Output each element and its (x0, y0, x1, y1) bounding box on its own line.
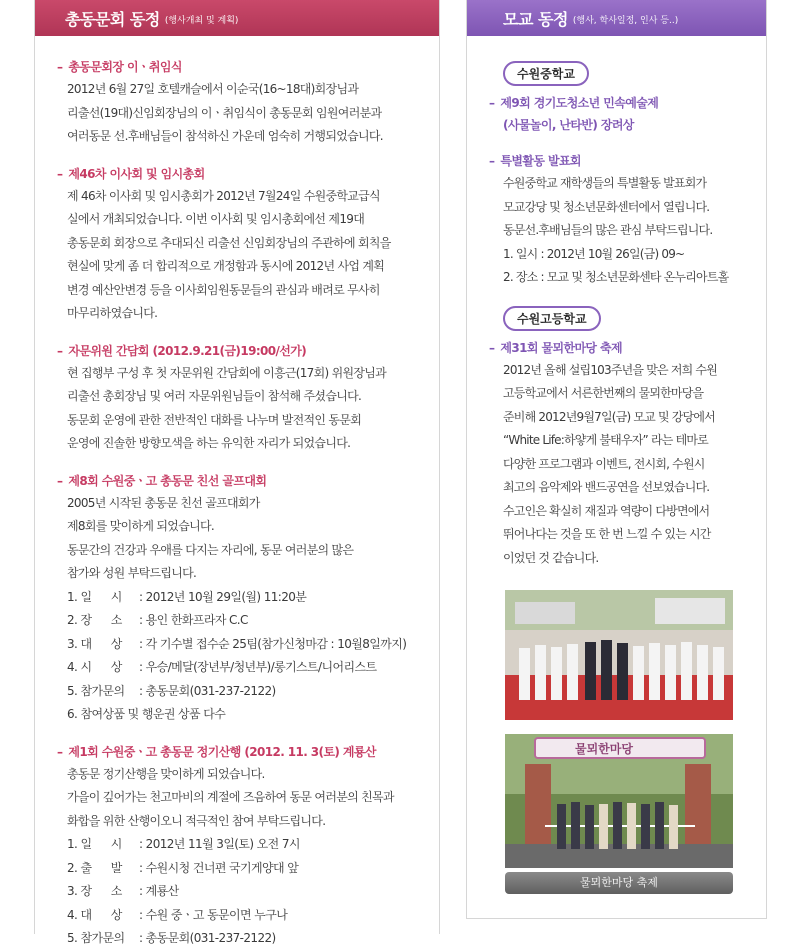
section-line: 2012년 6월 27일 호텔캐슬에서 이순국(16~18대)회장님과 (67, 82, 359, 96)
section-line: 마무리하였습니다. (67, 306, 158, 320)
section-line: 현실에 맞게 좀 더 합리적으로 개정함과 동시에 2012년 사업 계획 (67, 259, 385, 273)
section-inauguration (57, 56, 439, 149)
section-line: 운영에 진솔한 방향모색을 하는 유익한 자리가 되었습니다. (67, 436, 351, 450)
festival-banner-text: 물뫼한마당 (575, 742, 633, 756)
list-item: 6. 참여상품 및 행운권 상품 다수 (67, 707, 226, 721)
school-news-header (467, 0, 766, 36)
list-item: 5. 참가문의 : 총동문회(031-237-2122) (67, 683, 276, 698)
section-line: 동문간의 건강과 우애를 다지는 자리에, 동문 여러분의 많은 (67, 542, 354, 557)
section-line: 2012년 올해 설립103주년을 맞은 저희 수원 (503, 362, 718, 377)
section-line: 최고의 음악제와 밴드공연을 선보였습니다. (503, 480, 710, 494)
photo-area (467, 470, 768, 900)
section-title: – 제1회 수원중ㆍ고 총동문 정기산행 (2012. 11. 3(토) 계룡산 (57, 744, 376, 759)
section-line: 여러동문 선.후배님들이 참석하신 가운데 엄숙히 거행되었습니다. (67, 129, 383, 143)
section-hiking (57, 741, 439, 951)
alumni-news-column (34, 0, 440, 945)
list-item: 5. 참가문의 : 총동문회(031-237-2122) (67, 931, 276, 945)
middle-school-badge: 수원중학교 (503, 61, 589, 86)
section-board-meeting (57, 163, 439, 326)
club-presentation-title: – 특별활동 발표회 (489, 154, 581, 168)
section-line: 동문회 운영에 관한 전반적인 대화를 나누며 발전적인 동문회 (67, 412, 362, 427)
section-line: 참가와 성원 부탁드립니다. (67, 566, 197, 580)
photo-caption: 물뫼한마당 축제 (505, 872, 733, 894)
section-line: 리출선 총회장님 및 여러 자문위원님들이 참석해 주셨습니다. (67, 389, 362, 403)
section-line: 총동문회 회장으로 추대되신 리출선 신임회장님의 주관하에 회칙을 (67, 235, 391, 250)
high-school-badge: 수원고등학교 (503, 306, 601, 331)
festival-ribbon-cutting-photo (505, 734, 733, 868)
section-line: “White Life:하얗게 불태우자” 라는 테마로 (503, 433, 708, 447)
section-line: 동문선.후배님들의 많은 관심 부탁드립니다. (503, 223, 713, 237)
list-item: 3. 대 상 : 각 기수별 접수순 25팀(참가신청마감 : 10월8일까지) (67, 636, 407, 651)
list-item: 1. 일 시 : 2012년 11월 3일(토) 오전 7시 (67, 837, 300, 851)
school-news-subtitle: (행사, 학사일정, 인사 등..) (572, 16, 679, 26)
golf-details-list (57, 586, 439, 727)
section-line: 리출선(19대)신임회장님의 이ㆍ취임식이 총동문회 임원여러분과 (67, 105, 382, 120)
section-title: – 제46차 이사회 및 임시총회 (57, 166, 205, 181)
list-item: 2. 출 발 : 수원시청 건너편 국기게양대 앞 (67, 860, 299, 875)
list-item: 4. 대 상 : 수원 중ㆍ고 동문이면 누구나 (67, 907, 288, 922)
section-title: – 자문위원 간담회 (2012.9.21(금)19:00/선가) (57, 343, 307, 358)
section-line: 화합을 위한 산행이오니 적극적인 참여 부탁드립니다. (67, 813, 326, 828)
section-line: 준비해 2012년9월7일(금) 모교 및 강당에서 (503, 409, 715, 424)
festival-group-photo (505, 590, 733, 720)
section-line: 고등학교에서 서른한번째의 물뫼한마당을 (503, 386, 704, 400)
folk-festival-award: (사물놀이, 난타반) 장려상 (503, 118, 634, 132)
section-line: 가을이 깊어가는 천고마비의 계절에 즈음하여 동문 여러분의 친목과 (67, 790, 394, 804)
section-advisory-meeting (57, 340, 439, 456)
folk-festival-title: – 제9회 경기도청소년 민속예술제 (489, 96, 659, 110)
list-item: 2. 장 소 : 용인 한화프라자 C.C (67, 613, 248, 627)
section-line: 이었던 것 같습니다. (503, 550, 599, 565)
festival-title: – 제31회 물뫼한마당 축제 (489, 340, 622, 355)
section-line: 다양한 프로그램과 이벤트, 전시회, 수원시 (503, 456, 705, 471)
section-line: 모교강당 및 청소년문화센터에서 열립니다. (503, 199, 710, 214)
section-line: 변경 예산안변경 등을 이사회임원동문들의 관심과 배려로 무사히 (67, 282, 380, 297)
section-line: 제 46차 이사회 및 임시총회가 2012년 7월24일 수원중학교급식 (67, 188, 380, 203)
section-line: 제8회를 맞이하게 되었습니다. (67, 519, 214, 533)
club-presentation-list (489, 243, 766, 290)
school-news-column (466, 0, 767, 919)
list-item: 4. 시 상 : 우승/메달(장년부/청년부)/롱기스트/니어리스트 (67, 660, 377, 674)
list-item: 1. 일시 : 2012년 10월 26일(금) 09~ (503, 246, 685, 261)
section-title: – 총동문회장 이ㆍ취임식 (57, 60, 182, 74)
section-line: 수고인은 확실히 재질과 역량이 다방면에서 (503, 503, 710, 518)
section-line: 뛰어나다는 것을 또 한 번 느낄 수 있는 시간 (503, 527, 711, 541)
alumni-news-header (35, 0, 439, 36)
section-line: 2005년 시작된 총동문 친선 골프대회가 (67, 495, 260, 510)
section-line: 총동문 정기산행을 맞이하게 되었습니다. (67, 766, 265, 781)
alumni-news-title: 총동문회 동정 (65, 9, 160, 29)
school-news-title: 모교 동정 (503, 9, 568, 29)
alumni-news-body (35, 36, 439, 951)
hiking-details-list (57, 833, 439, 951)
section-golf-tournament (57, 470, 439, 727)
section-line: 실에서 개최되었습니다. 이번 이사회 및 임시총회에선 제19대 (67, 212, 365, 226)
list-item: 1. 일 시 : 2012년 10월 29일(월) 11:20분 (67, 589, 307, 604)
section-line: 수원중학교 재학생들의 특별활동 발표회가 (503, 176, 707, 190)
alumni-news-subtitle: (행사개최 및 계획) (164, 16, 239, 26)
list-item: 2. 장소 : 모교 및 청소년문화센타 온누리아트홀 (503, 270, 729, 284)
section-title: – 제8회 수원중ㆍ고 총동문 친선 골프대회 (57, 473, 267, 488)
list-item: 3. 장 소 : 계룡산 (67, 884, 179, 898)
section-line: 현 집행부 구성 후 첫 자문위원 간담회에 이흥근(17회) 위원장님과 (67, 365, 387, 380)
